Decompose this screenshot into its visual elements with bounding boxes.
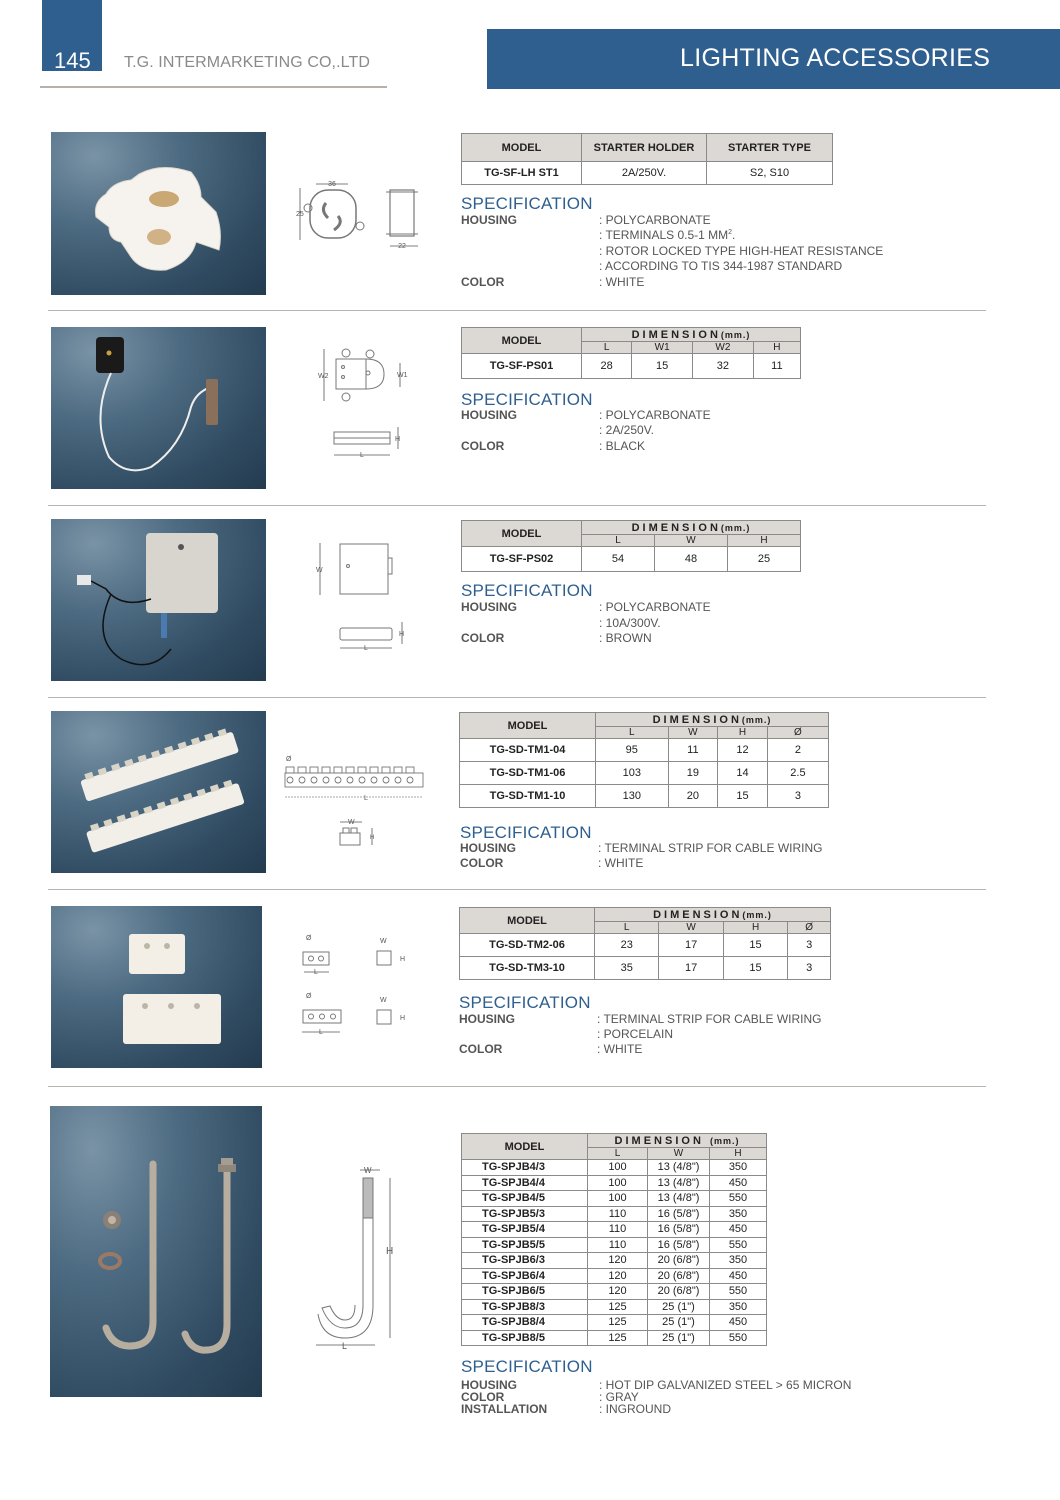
value-cell: 125 bbox=[588, 1315, 648, 1331]
spec-value bbox=[599, 228, 735, 242]
table-row bbox=[462, 1175, 767, 1191]
model-header: MODEL bbox=[462, 1134, 588, 1160]
value-cell: 120 bbox=[588, 1284, 648, 1300]
spec-value: : BLACK bbox=[599, 439, 646, 453]
table-row bbox=[462, 1237, 767, 1253]
value-cell: 550 bbox=[710, 1237, 767, 1253]
dim-label: 36 bbox=[328, 181, 336, 188]
model-cell: TG-SPJB5/3 bbox=[462, 1206, 588, 1222]
value-cell: 16 (5/8") bbox=[648, 1222, 710, 1238]
value-cell: 13 (4/8") bbox=[648, 1175, 710, 1191]
pull-switch-photo bbox=[51, 327, 266, 489]
col-header: H bbox=[718, 727, 768, 739]
model-cell: TG-SD-TM1-04 bbox=[460, 739, 596, 762]
dimension-header bbox=[588, 1134, 767, 1148]
model-cell: TG-SPJB6/4 bbox=[462, 1268, 588, 1284]
table-row bbox=[460, 785, 829, 808]
value-cell: 550 bbox=[710, 1191, 767, 1207]
value-cell: 2 bbox=[767, 739, 828, 762]
value-cell: 350 bbox=[710, 1160, 767, 1176]
value-cell: 25 (1") bbox=[648, 1299, 710, 1315]
pull-switch-image bbox=[51, 327, 266, 489]
terminal-strip-photo bbox=[51, 711, 266, 873]
value-cell: 25 bbox=[727, 547, 800, 572]
col-header: W1 bbox=[632, 342, 693, 354]
value-cell: 23 bbox=[595, 934, 659, 957]
value-cell: 550 bbox=[710, 1284, 767, 1300]
model-cell: TG-SPJB6/5 bbox=[462, 1284, 588, 1300]
value-cell: 120 bbox=[588, 1253, 648, 1269]
value-cell: 120 bbox=[588, 1268, 648, 1284]
value-cell: 16 (5/8") bbox=[648, 1206, 710, 1222]
model-cell: TG-SPJB5/4 bbox=[462, 1222, 588, 1238]
model-cell: TG-SPJB8/3 bbox=[462, 1299, 588, 1315]
value-cell: 48 bbox=[654, 547, 727, 572]
value-cell: 3 bbox=[788, 934, 831, 957]
value-cell: 16 (5/8") bbox=[648, 1237, 710, 1253]
model-cell: TG-SD-TM2-06 bbox=[460, 934, 595, 957]
unit-label: (mm.) bbox=[741, 714, 772, 725]
section-divider bbox=[48, 889, 986, 890]
dimension-header bbox=[596, 713, 829, 727]
spec-key: COLOR bbox=[460, 856, 504, 870]
dim-label: L bbox=[314, 969, 318, 976]
model-header: MODEL bbox=[460, 908, 595, 934]
model-cell: TG-SF-PS02 bbox=[462, 547, 582, 572]
spec-key: HOUSING bbox=[461, 408, 518, 422]
terminal-strip-tm1-table bbox=[459, 712, 829, 808]
porcelain-terminal-drawing bbox=[300, 930, 415, 1040]
pull-switch-box-image bbox=[51, 519, 266, 681]
pull-switch-box-photo bbox=[51, 519, 266, 681]
pull-switch-ps01-table bbox=[461, 327, 801, 379]
dim-label: W bbox=[348, 819, 355, 826]
model-cell: TG-SD-TM1-10 bbox=[460, 785, 596, 808]
table-row bbox=[462, 1191, 767, 1207]
dimension-header bbox=[582, 328, 801, 342]
col-header: W bbox=[648, 1148, 710, 1160]
dim-label: 25 bbox=[296, 211, 304, 218]
dim-label: W bbox=[316, 567, 323, 574]
dimension-header bbox=[582, 521, 801, 535]
value-cell: 20 bbox=[668, 785, 718, 808]
value-cell: 32 bbox=[693, 354, 754, 379]
dim-label: L bbox=[364, 645, 368, 652]
spec-key: HOUSING bbox=[461, 213, 518, 227]
col-header: MODEL bbox=[462, 134, 582, 162]
col-header: L bbox=[582, 342, 632, 354]
dim-label: L bbox=[319, 1029, 323, 1036]
value-cell: 11 bbox=[668, 739, 718, 762]
value-cell: 100 bbox=[588, 1160, 648, 1176]
value-cell: 350 bbox=[710, 1253, 767, 1269]
spec-value: : TERMINAL STRIP FOR CABLE WIRING bbox=[597, 1012, 822, 1026]
spec-value: : GRAY bbox=[599, 1390, 639, 1404]
section-divider bbox=[48, 697, 986, 698]
dim-label: H bbox=[370, 835, 375, 841]
value-cell: 25 (1") bbox=[648, 1330, 710, 1346]
j-bolt-table-body bbox=[462, 1160, 767, 1346]
dim-label: W bbox=[380, 997, 387, 1004]
value-cell: 19 bbox=[668, 762, 718, 785]
unit-label: (mm.) bbox=[742, 909, 772, 920]
value-cell: 130 bbox=[596, 785, 669, 808]
value-cell: 125 bbox=[588, 1299, 648, 1315]
table-row bbox=[460, 934, 831, 957]
value-cell: 110 bbox=[588, 1237, 648, 1253]
spec-heading: SPECIFICATION bbox=[461, 581, 593, 600]
dim-label: H bbox=[386, 1246, 394, 1257]
dim-label: W bbox=[364, 1166, 372, 1175]
value-cell: 350 bbox=[710, 1299, 767, 1315]
starter-holder-image bbox=[51, 132, 266, 295]
porcelain-terminal-image bbox=[51, 906, 262, 1068]
starter-holder-table bbox=[461, 133, 833, 185]
value-cell: 3 bbox=[767, 785, 828, 808]
dim-label: L bbox=[364, 795, 368, 802]
terminal-strip-drawing bbox=[284, 755, 429, 850]
value-cell: 100 bbox=[588, 1191, 648, 1207]
dim-label: Ø bbox=[306, 935, 312, 942]
table-row bbox=[460, 762, 829, 785]
dim-label: H bbox=[400, 956, 406, 963]
value-cell: 20 (6/8") bbox=[648, 1268, 710, 1284]
spec-value: : ACCORDING TO TIS 344-1987 STANDARD bbox=[599, 259, 843, 273]
spec-heading: SPECIFICATION bbox=[459, 993, 591, 1012]
spec-value: : POLYCARBONATE bbox=[599, 600, 711, 614]
table-row bbox=[462, 1284, 767, 1300]
unit-label: (mm.) bbox=[709, 1135, 740, 1146]
value-cell: 14 bbox=[718, 762, 768, 785]
table-row bbox=[462, 1299, 767, 1315]
starter-holder-drawing bbox=[290, 178, 430, 253]
col-header: H bbox=[710, 1148, 767, 1160]
spec-heading: SPECIFICATION bbox=[460, 823, 592, 842]
value-cell: 54 bbox=[582, 547, 655, 572]
dimension-label: DIMENSION bbox=[631, 521, 721, 534]
model-header: MODEL bbox=[462, 521, 582, 547]
value-cell: 15 bbox=[723, 934, 787, 957]
value-cell: 450 bbox=[710, 1175, 767, 1191]
spec-key: COLOR bbox=[459, 1042, 503, 1056]
spec-value: : TERMINAL STRIP FOR CABLE WIRING bbox=[598, 841, 823, 855]
spec-value: : 10A/300V. bbox=[599, 616, 661, 630]
value-cell: 110 bbox=[588, 1206, 648, 1222]
section-divider bbox=[48, 505, 986, 506]
unit-label: (mm.) bbox=[720, 329, 751, 340]
model-cell: TG-SPJB4/4 bbox=[462, 1175, 588, 1191]
table-row bbox=[460, 739, 829, 762]
value-cell: 450 bbox=[710, 1268, 767, 1284]
value-cell: 15 bbox=[632, 354, 693, 379]
table-row bbox=[462, 162, 833, 185]
value-cell: 125 bbox=[588, 1330, 648, 1346]
col-header: W bbox=[668, 727, 718, 739]
spec-key: HOUSING bbox=[460, 841, 517, 855]
value-cell: 35 bbox=[595, 957, 659, 980]
col-header: STARTER TYPE bbox=[707, 134, 833, 162]
value-cell: 550 bbox=[710, 1330, 767, 1346]
value-cell: 450 bbox=[710, 1315, 767, 1331]
value-cell: 12 bbox=[718, 739, 768, 762]
table-row bbox=[462, 1330, 767, 1346]
value-cell: 3 bbox=[788, 957, 831, 980]
value-cell: 15 bbox=[718, 785, 768, 808]
company-name: T.G. INTERMARKETING CO,.LTD bbox=[124, 54, 370, 71]
j-bolt-drawing bbox=[300, 1160, 410, 1360]
section-divider bbox=[48, 310, 986, 311]
col-header: W bbox=[659, 922, 723, 934]
pull-switch-ps02-table bbox=[461, 520, 801, 572]
model-cell: TG-SF-LH ST1 bbox=[462, 162, 582, 185]
value-cell: 20 (6/8") bbox=[648, 1253, 710, 1269]
porcelain-terminal-photo bbox=[51, 906, 262, 1068]
value-cell: 17 bbox=[659, 934, 723, 957]
spec-value: : HOT DIP GALVANIZED STEEL > 65 MICRON bbox=[599, 1378, 852, 1392]
value-cell: 20 (6/8") bbox=[648, 1284, 710, 1300]
table-row bbox=[462, 354, 801, 379]
value-cell: 350 bbox=[710, 1206, 767, 1222]
value-cell: 15 bbox=[723, 957, 787, 980]
model-cell: TG-SPJB8/4 bbox=[462, 1315, 588, 1331]
value-cell: 110 bbox=[588, 1222, 648, 1238]
col-header: L bbox=[582, 535, 655, 547]
spec-value: : INGROUND bbox=[599, 1402, 671, 1416]
section-divider bbox=[48, 1086, 986, 1087]
col-header: Ø bbox=[788, 922, 831, 934]
value-cell: 95 bbox=[596, 739, 669, 762]
table-row bbox=[462, 1253, 767, 1269]
porcelain-terminal-table bbox=[459, 907, 831, 980]
dim-label: L bbox=[360, 452, 364, 459]
value-cell: 100 bbox=[588, 1175, 648, 1191]
unit-label: (mm.) bbox=[720, 522, 751, 533]
spec-value: : POLYCARBONATE bbox=[599, 213, 711, 227]
value-cell: 25 (1") bbox=[648, 1315, 710, 1331]
table-row bbox=[462, 1315, 767, 1331]
value-cell: 103 bbox=[596, 762, 669, 785]
section-title: LIGHTING ACCESSORIES bbox=[680, 44, 991, 72]
spec-key: INSTALLATION bbox=[461, 1402, 548, 1416]
spec-value-text: : TERMINALS 0.5-1 MM bbox=[599, 228, 729, 242]
col-header: H bbox=[727, 535, 800, 547]
table-row bbox=[462, 1206, 767, 1222]
value-cell: 11 bbox=[753, 354, 800, 379]
value-cell: 17 bbox=[659, 957, 723, 980]
model-cell: TG-SF-PS01 bbox=[462, 354, 582, 379]
spec-value: : POLYCARBONATE bbox=[599, 408, 711, 422]
value-cell: 450 bbox=[710, 1222, 767, 1238]
dimension-label: DIMENSION bbox=[652, 713, 742, 726]
starter-holder-photo bbox=[51, 132, 266, 295]
model-header: MODEL bbox=[460, 713, 596, 739]
dimension-label: DIMENSION bbox=[653, 908, 743, 921]
value-cell: S2, S10 bbox=[707, 162, 833, 185]
j-bolt-photo bbox=[50, 1106, 262, 1397]
value-cell: 13 (4/8") bbox=[648, 1191, 710, 1207]
dim-label: W1 bbox=[397, 372, 408, 379]
value-cell: 2.5 bbox=[767, 762, 828, 785]
dim-label: H bbox=[395, 436, 401, 443]
spec-key: COLOR bbox=[461, 1390, 505, 1404]
col-header: Ø bbox=[767, 727, 828, 739]
spec-value: : BROWN bbox=[599, 631, 652, 645]
model-cell: TG-SD-TM1-06 bbox=[460, 762, 596, 785]
dim-label: L bbox=[342, 1341, 348, 1351]
dim-label: W bbox=[380, 938, 387, 945]
dim-label: 22 bbox=[398, 243, 406, 250]
model-cell: TG-SPJB6/3 bbox=[462, 1253, 588, 1269]
spec-key: HOUSING bbox=[461, 600, 518, 614]
spec-key: HOUSING bbox=[461, 1378, 518, 1392]
spec-heading: SPECIFICATION bbox=[461, 194, 593, 213]
col-header: H bbox=[753, 342, 800, 354]
dim-label: H bbox=[400, 1015, 406, 1022]
col-header: W bbox=[654, 535, 727, 547]
spec-value: : ROTOR LOCKED TYPE HIGH-HEAT RESISTANCE bbox=[599, 244, 884, 258]
spec-key: HOUSING bbox=[459, 1012, 516, 1026]
model-cell: TG-SPJB8/5 bbox=[462, 1330, 588, 1346]
spec-key: COLOR bbox=[461, 631, 505, 645]
table-row bbox=[460, 957, 831, 980]
spec-value: : WHITE bbox=[598, 856, 644, 870]
table-row bbox=[462, 1222, 767, 1238]
value-cell: 13 (4/8") bbox=[648, 1160, 710, 1176]
model-cell: TG-SPJB4/5 bbox=[462, 1191, 588, 1207]
model-header: MODEL bbox=[462, 328, 582, 354]
spec-value: : WHITE bbox=[597, 1042, 643, 1056]
value-cell: 2A/250V. bbox=[582, 162, 707, 185]
spec-heading: SPECIFICATION bbox=[461, 390, 593, 409]
superscript: 2 bbox=[728, 229, 733, 236]
col-header: H bbox=[723, 922, 787, 934]
model-cell: TG-SD-TM3-10 bbox=[460, 957, 595, 980]
header-rule bbox=[40, 86, 387, 88]
page-number: 145 bbox=[54, 48, 91, 73]
dimension-label: DIMENSION bbox=[631, 328, 721, 341]
spec-key: COLOR bbox=[461, 439, 505, 453]
table-row bbox=[462, 1160, 767, 1176]
spec-value: : PORCELAIN bbox=[597, 1027, 674, 1041]
spec-suffix: . bbox=[732, 228, 736, 242]
dim-label: Ø bbox=[306, 993, 312, 1000]
col-header: W2 bbox=[693, 342, 754, 354]
dim-label: H bbox=[399, 631, 405, 638]
table-row bbox=[462, 1268, 767, 1284]
col-header: L bbox=[595, 922, 659, 934]
spec-value: : WHITE bbox=[599, 275, 645, 289]
col-header: L bbox=[588, 1148, 648, 1160]
col-header: L bbox=[596, 727, 669, 739]
pull-switch-drawing bbox=[310, 345, 410, 460]
col-header: STARTER HOLDER bbox=[582, 134, 707, 162]
table-row bbox=[462, 547, 801, 572]
terminal-strip-image bbox=[51, 711, 266, 873]
j-bolt-table bbox=[461, 1133, 767, 1346]
spec-heading: SPECIFICATION bbox=[461, 1357, 593, 1376]
pull-switch-box-drawing bbox=[310, 540, 410, 655]
model-cell: TG-SPJB5/5 bbox=[462, 1237, 588, 1253]
dim-label: Ø bbox=[286, 756, 292, 763]
dimension-label: DIMENSION bbox=[614, 1134, 704, 1147]
dim-label: W2 bbox=[318, 373, 329, 380]
spec-value: : 2A/250V. bbox=[599, 423, 654, 437]
model-cell: TG-SPJB4/3 bbox=[462, 1160, 588, 1176]
dimension-header bbox=[595, 908, 831, 922]
spec-key: COLOR bbox=[461, 275, 505, 289]
value-cell: 28 bbox=[582, 354, 632, 379]
j-bolt-image bbox=[50, 1106, 262, 1397]
